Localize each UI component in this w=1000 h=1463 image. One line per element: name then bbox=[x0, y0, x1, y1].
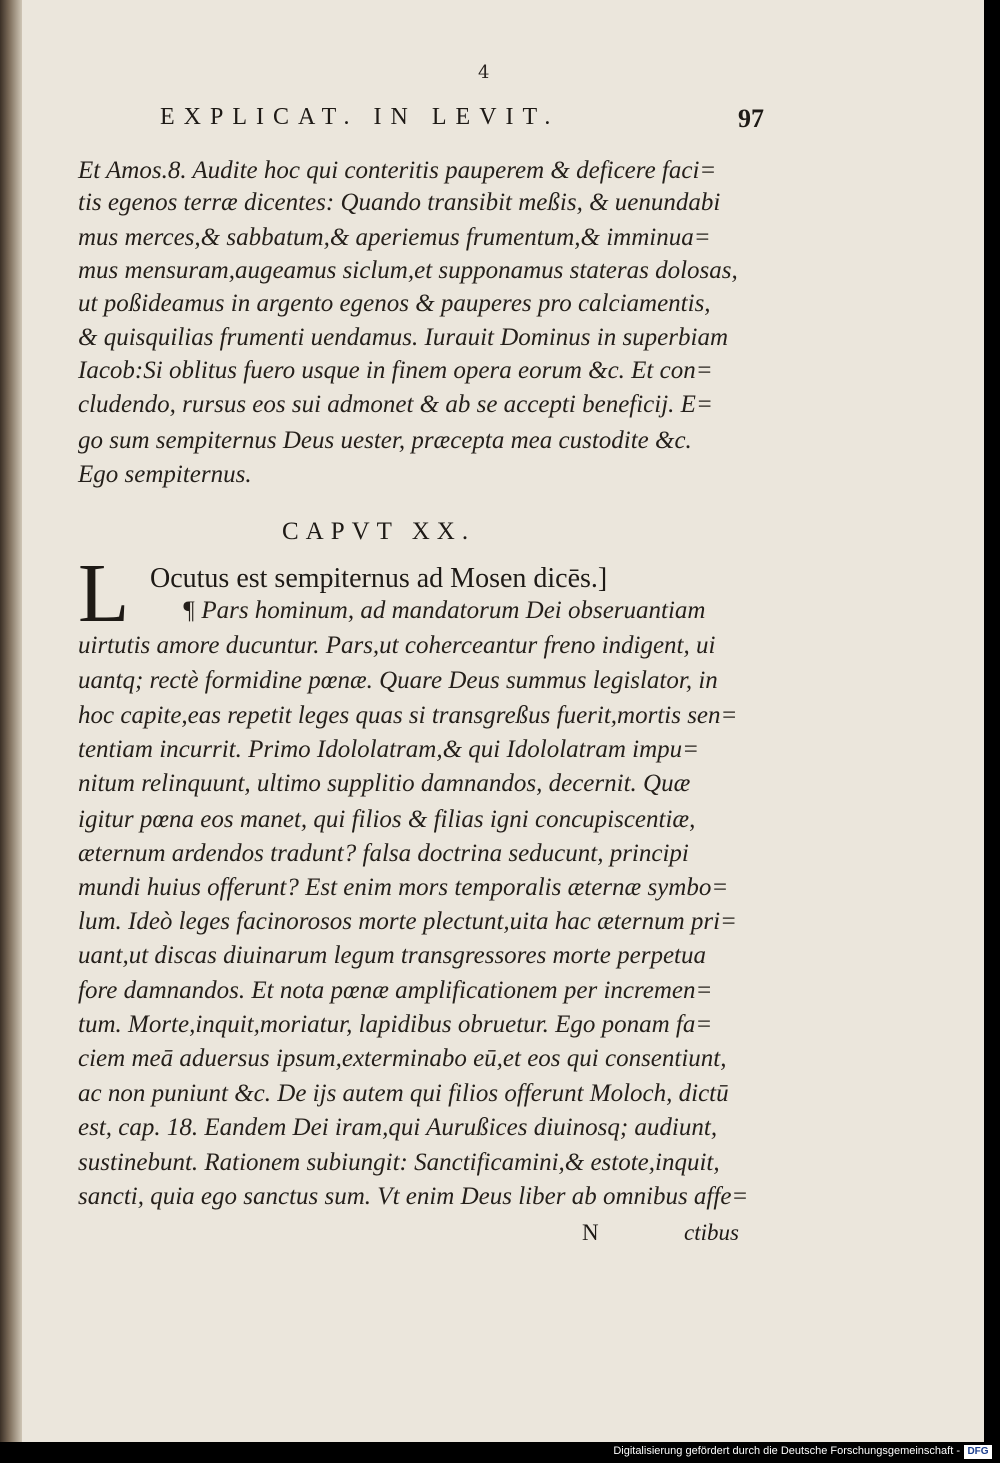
text-line: Ego sempiternus. bbox=[78, 461, 252, 488]
text-line: cludendo, rursus eos sui admonet & ab se accepti beneficij. E= bbox=[78, 391, 713, 418]
text-line: ¶ Pars hominum, ad mandatorum Dei obseruantiam bbox=[182, 597, 706, 624]
text-line: tentiam incurrit. Primo Idololatram,& qui Idololatram impu= bbox=[78, 736, 700, 763]
text-line: sancti, quia ego sanctus sum. Vt enim Deus liber ab omnibus affe= bbox=[78, 1183, 749, 1210]
text-line: uant,ut discas diuinarum legum transgressores morte perpetua bbox=[78, 942, 706, 969]
text-line: & quisquilias frumenti uendamus. Iurauit Dominus in superbiam bbox=[78, 324, 729, 351]
chapter-first-line: Ocutus est sempiternus ad Mosen dicēs.] bbox=[150, 563, 608, 594]
text-line: go sum sempiternus Deus uester, præcepta mea custodite &c. bbox=[78, 427, 692, 454]
page-header bbox=[160, 104, 764, 144]
text-line: sustinebunt. Rationem subiungit: Sanctificamini,& estote,inquit, bbox=[78, 1149, 720, 1176]
book-spine bbox=[0, 0, 22, 1442]
footer-bar bbox=[0, 1442, 1000, 1463]
text-line: Iacob:Si oblitus fuero usque in finem opera eorum &c. Et con= bbox=[78, 357, 713, 384]
text-line: æternum ardendos tradunt? falsa doctrina seducunt, principi bbox=[78, 840, 689, 867]
text-line: mus mensuram,augeamus siclum,et supponamus stateras dolosas, bbox=[78, 257, 738, 284]
text-line: mundi huius offerunt? Est enim mors temporalis æternæ symbo= bbox=[78, 874, 729, 901]
text-line: tum. Morte,inquit,moriatur, lapidibus obruetur. Ego ponam fa= bbox=[78, 1011, 713, 1038]
drop-capital: L bbox=[78, 547, 130, 640]
text-line: tis egenos terræ dicentes: Quando transibit meßis, & uenundabi bbox=[78, 189, 721, 216]
text-line: Et Amos.8. Audite hoc qui conteritis pauperem & deficere faci= bbox=[78, 157, 717, 184]
text-line: ac non puniunt &c. De ijs autem qui filios offerunt Moloch, dictū bbox=[78, 1080, 729, 1107]
dfg-logo-icon: DFG bbox=[964, 1445, 992, 1459]
text-line: fore damnandos. Et nota pœnæ amplificationem per incremen= bbox=[78, 977, 713, 1004]
ink-mark: 4 bbox=[478, 62, 490, 83]
text-line: igitur pœna eos manet, qui filios & filias igni concupiscentiæ, bbox=[78, 806, 696, 833]
folio-number: 97 bbox=[738, 104, 764, 133]
text-line: ciem meā aduersus ipsum,exterminabo eū,et eos qui consentiunt, bbox=[78, 1045, 727, 1072]
text-line: uantq; rectè formidine pœnæ. Quare Deus summus legislator, in bbox=[78, 667, 718, 694]
running-title: EXPLICAT. IN LEVIT. bbox=[160, 104, 560, 130]
scan-border bbox=[984, 0, 1000, 1442]
text-line: est, cap. 18. Eandem Dei iram,qui Aurußices diuinosq; audiunt, bbox=[78, 1114, 718, 1141]
chapter-heading: CAPVT XX. bbox=[282, 518, 476, 545]
text-line: nitum relinquunt, ultimo supplitio damnandos, decernit. Quæ bbox=[78, 770, 691, 797]
catchword: ctibus bbox=[684, 1220, 739, 1245]
funding-notice: Digitalisierung gefördert durch die Deutsche Forschungsgemeinschaft - bbox=[613, 1445, 960, 1457]
signature-mark: N bbox=[582, 1220, 599, 1245]
text-line: ut poßideamus in argento egenos & pauperes pro calciamentis, bbox=[78, 290, 711, 317]
text-line: mus merces,& sabbatum,& aperiemus frumentum,& imminua= bbox=[78, 224, 711, 251]
text-line: lum. Ideò leges facinorosos morte plectunt,uita hac æternum pri= bbox=[78, 908, 737, 935]
text-line: hoc capite,eas repetit leges quas si transgreßus fuerit,mortis sen= bbox=[78, 702, 738, 729]
text-line: uirtutis amore ducuntur. Pars,ut coherceantur freno indigent, ui bbox=[78, 632, 716, 659]
